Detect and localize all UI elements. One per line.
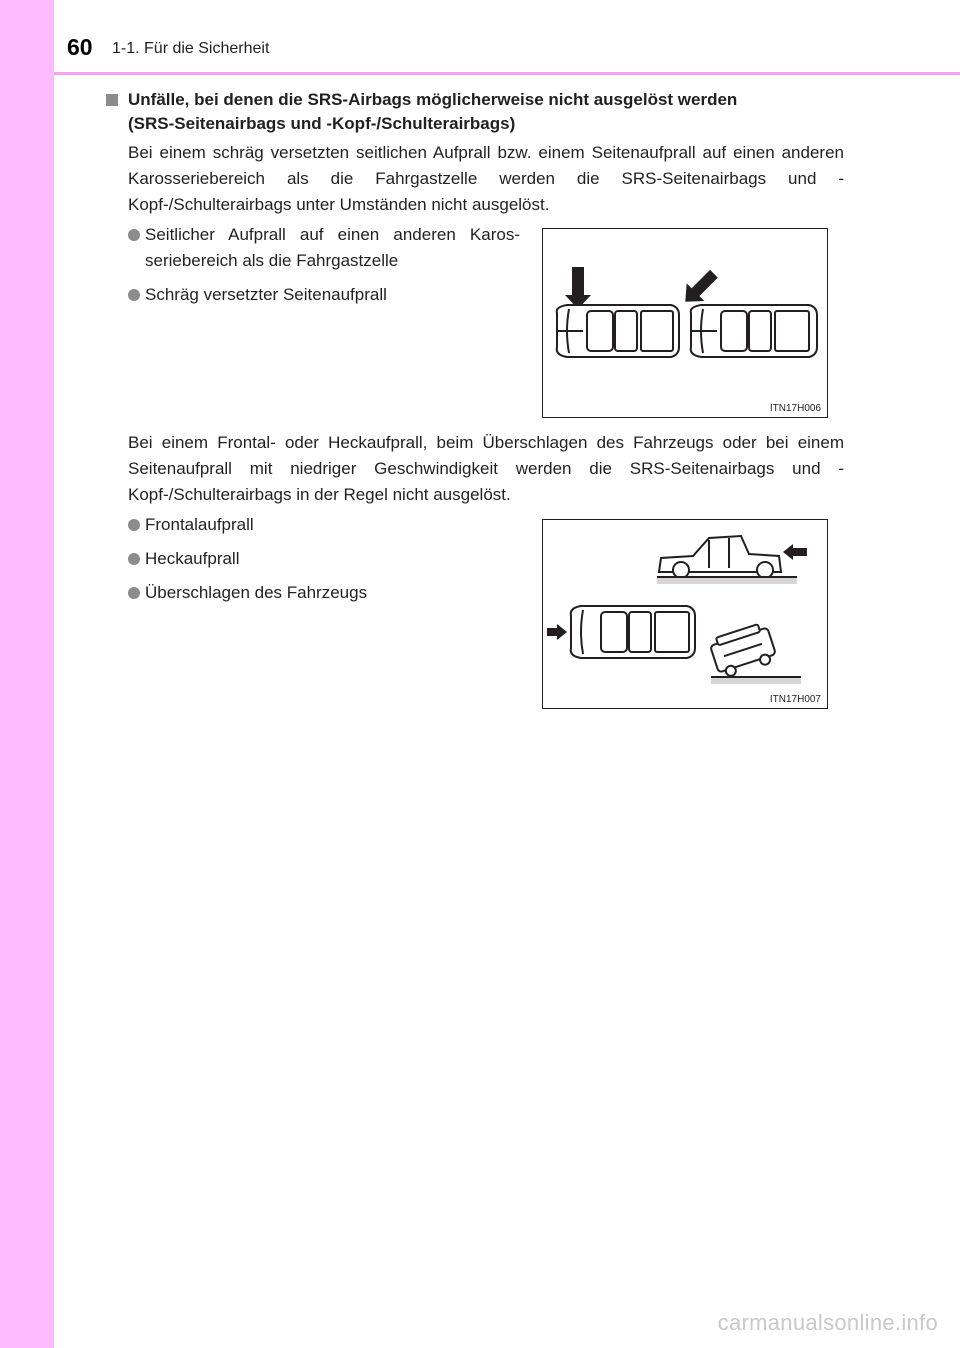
list-item: Seitlicher Aufprall auf einen anderen Karos-seriebereich als die Fahrgastzelle [128, 222, 520, 274]
running-head: 1-1. Für die Sicherheit [112, 40, 270, 57]
side-impact-illustration [543, 229, 827, 417]
car-top-view-front-impact [571, 606, 695, 658]
section-title [106, 88, 846, 136]
bullet-icon [128, 519, 140, 531]
bullet-list-side-impacts [128, 222, 520, 316]
section-title-line1: Unfälle, bei denen die SRS-Airbags möglicherweise nicht ausgelöst werden [128, 90, 738, 109]
bullet-icon [128, 587, 140, 599]
list-item: Frontalaufprall [128, 512, 520, 538]
figure-side-impact [542, 228, 828, 418]
list-item: Schräg versetzter Seitenaufprall [128, 282, 520, 308]
ground-shadow-2 [711, 678, 801, 684]
figure-front-rear-rollover [542, 519, 828, 709]
car-top-view-1 [557, 305, 679, 357]
arrow-left-icon [783, 544, 807, 560]
bullet-icon [128, 229, 140, 241]
page-number: 60 [67, 34, 93, 60]
car-rollover [708, 622, 778, 680]
arrow-right-icon [547, 624, 567, 640]
section-title-line2: (SRS-Seitenairbags und -Kopf-/Schulterairbags) [128, 114, 516, 133]
figure-code: ITN17H006 [769, 403, 821, 414]
list-item: Überschlagen des Fahrzeugs [128, 580, 520, 606]
page-sidebar-tab [0, 0, 54, 1348]
bullet-icon [128, 289, 140, 301]
car-top-view-2 [691, 305, 817, 357]
figure-code: ITN17H007 [769, 694, 821, 705]
header-rule [54, 72, 960, 75]
section-square-icon [106, 94, 118, 106]
list-item: Heckaufprall [128, 546, 520, 572]
bullet-list-impacts [128, 512, 520, 614]
paragraph-no-deploy: Bei einem Frontal- oder Heckaufprall, beim Überschlagen des Fahrzeugs oder bei einem Seitenaufprall mit niedriger Geschwindigkeit werden die SRS-Seitenairbags und -Kopf-/Schulterairbags in der Regel nicht ausgelöst. [128, 433, 844, 504]
ground-shadow [657, 578, 797, 584]
arrow-down-icon [565, 267, 591, 309]
impact-types-illustration [543, 520, 827, 708]
footer-watermark: carmanualsonline.info [717, 1310, 938, 1335]
bullet-icon [128, 553, 140, 565]
car-side-view [659, 536, 781, 578]
intro-paragraph: Bei einem schräg versetzten seitlichen Aufprall bzw. einem Seitenaufprall auf einen anderen Karosseriebereich als die Fahrgastzelle werden die SRS-Seitenairbags und -Kopf-/Schulterairbags unter Umständen nicht ausgelöst. [128, 143, 844, 214]
